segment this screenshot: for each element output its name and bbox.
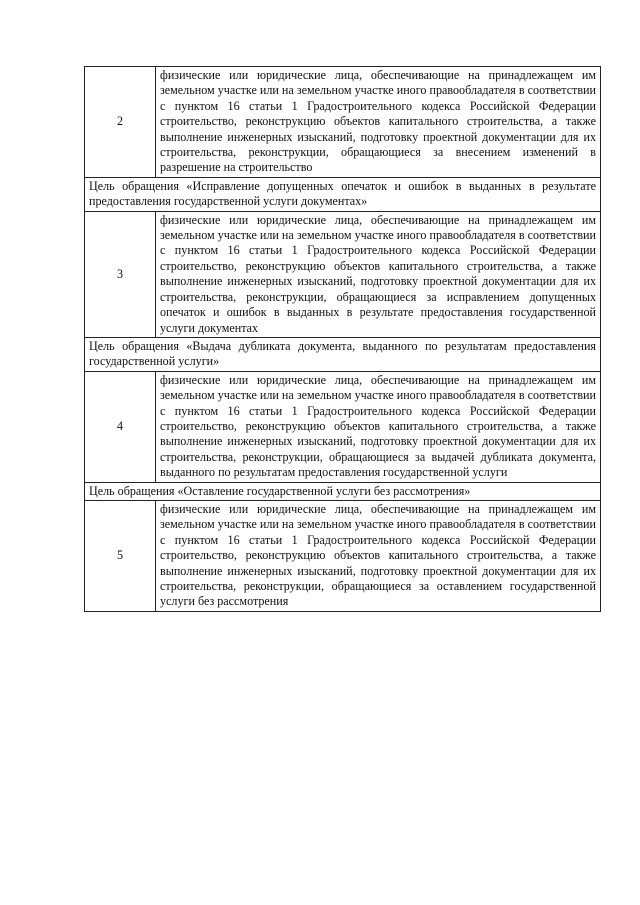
row-number: 3 xyxy=(85,211,156,337)
row-description: физические или юридические лица, обеспечивающие на принадлежащем им земельном участке или на земельном участке иного правообладателя в соответствии с пунктом 16 статьи 1 Градостроительного кодекса Российской Федерации строительство, реконструкцию объектов капитального строительства, а также выполнение инженерных изысканий, подготовку проектной документации для их строительства, реконструкции, обращающиеся за оставлением государственной услуги без рассмотрения xyxy=(156,500,601,611)
goal-row xyxy=(85,177,601,211)
goal-row xyxy=(85,482,601,500)
goal-heading: Цель обращения «Оставление государственной услуги без рассмотрения» xyxy=(85,482,601,500)
row-number: 4 xyxy=(85,371,156,482)
goal-heading: Цель обращения «Исправление допущенных опечаток и ошибок в выданных в результате предоставления государственной услуги документах» xyxy=(85,177,601,211)
table-row xyxy=(85,500,601,611)
row-number: 2 xyxy=(85,67,156,178)
row-description: физические или юридические лица, обеспечивающие на принадлежащем им земельном участке или на земельном участке иного правообладателя в соответствии с пунктом 16 статьи 1 Градостроительного кодекса Российской Федерации строительство, реконструкцию объектов капитального строительства, а также выполнение инженерных изысканий, подготовку проектной документации для их строительства, реконструкции, обращающиеся за внесением изменений в разрешение на строительство xyxy=(156,67,601,178)
applicant-categories-table xyxy=(84,66,601,612)
goal-heading: Цель обращения «Выдача дубликата документа, выданного по результатам предоставления государственной услуги» xyxy=(85,337,601,371)
row-description: физические или юридические лица, обеспечивающие на принадлежащем им земельном участке или на земельном участке иного правообладателя в соответствии с пунктом 16 статьи 1 Градостроительного кодекса Российской Федерации строительство, реконструкцию объектов капитального строительства, а также выполнение инженерных изысканий, подготовку проектной документации для их строительства, реконструкции, обращающиеся за исправлением допущенных опечаток и ошибок в выданных в результате предоставления государственной услуги документах xyxy=(156,211,601,337)
goal-row xyxy=(85,337,601,371)
row-number: 5 xyxy=(85,500,156,611)
table-row xyxy=(85,211,601,337)
row-description: физические или юридические лица, обеспечивающие на принадлежащем им земельном участке или на земельном участке иного правообладателя в соответствии с пунктом 16 статьи 1 Градостроительного кодекса Российской Федерации строительство, реконструкцию объектов капитального строительства, а также выполнение инженерных изысканий, подготовку проектной документации для их строительства, реконструкции, обращающиеся за выдачей дубликата документа, выданного по результатам предоставления государственной услуги xyxy=(156,371,601,482)
table-row xyxy=(85,67,601,178)
table-row xyxy=(85,371,601,482)
